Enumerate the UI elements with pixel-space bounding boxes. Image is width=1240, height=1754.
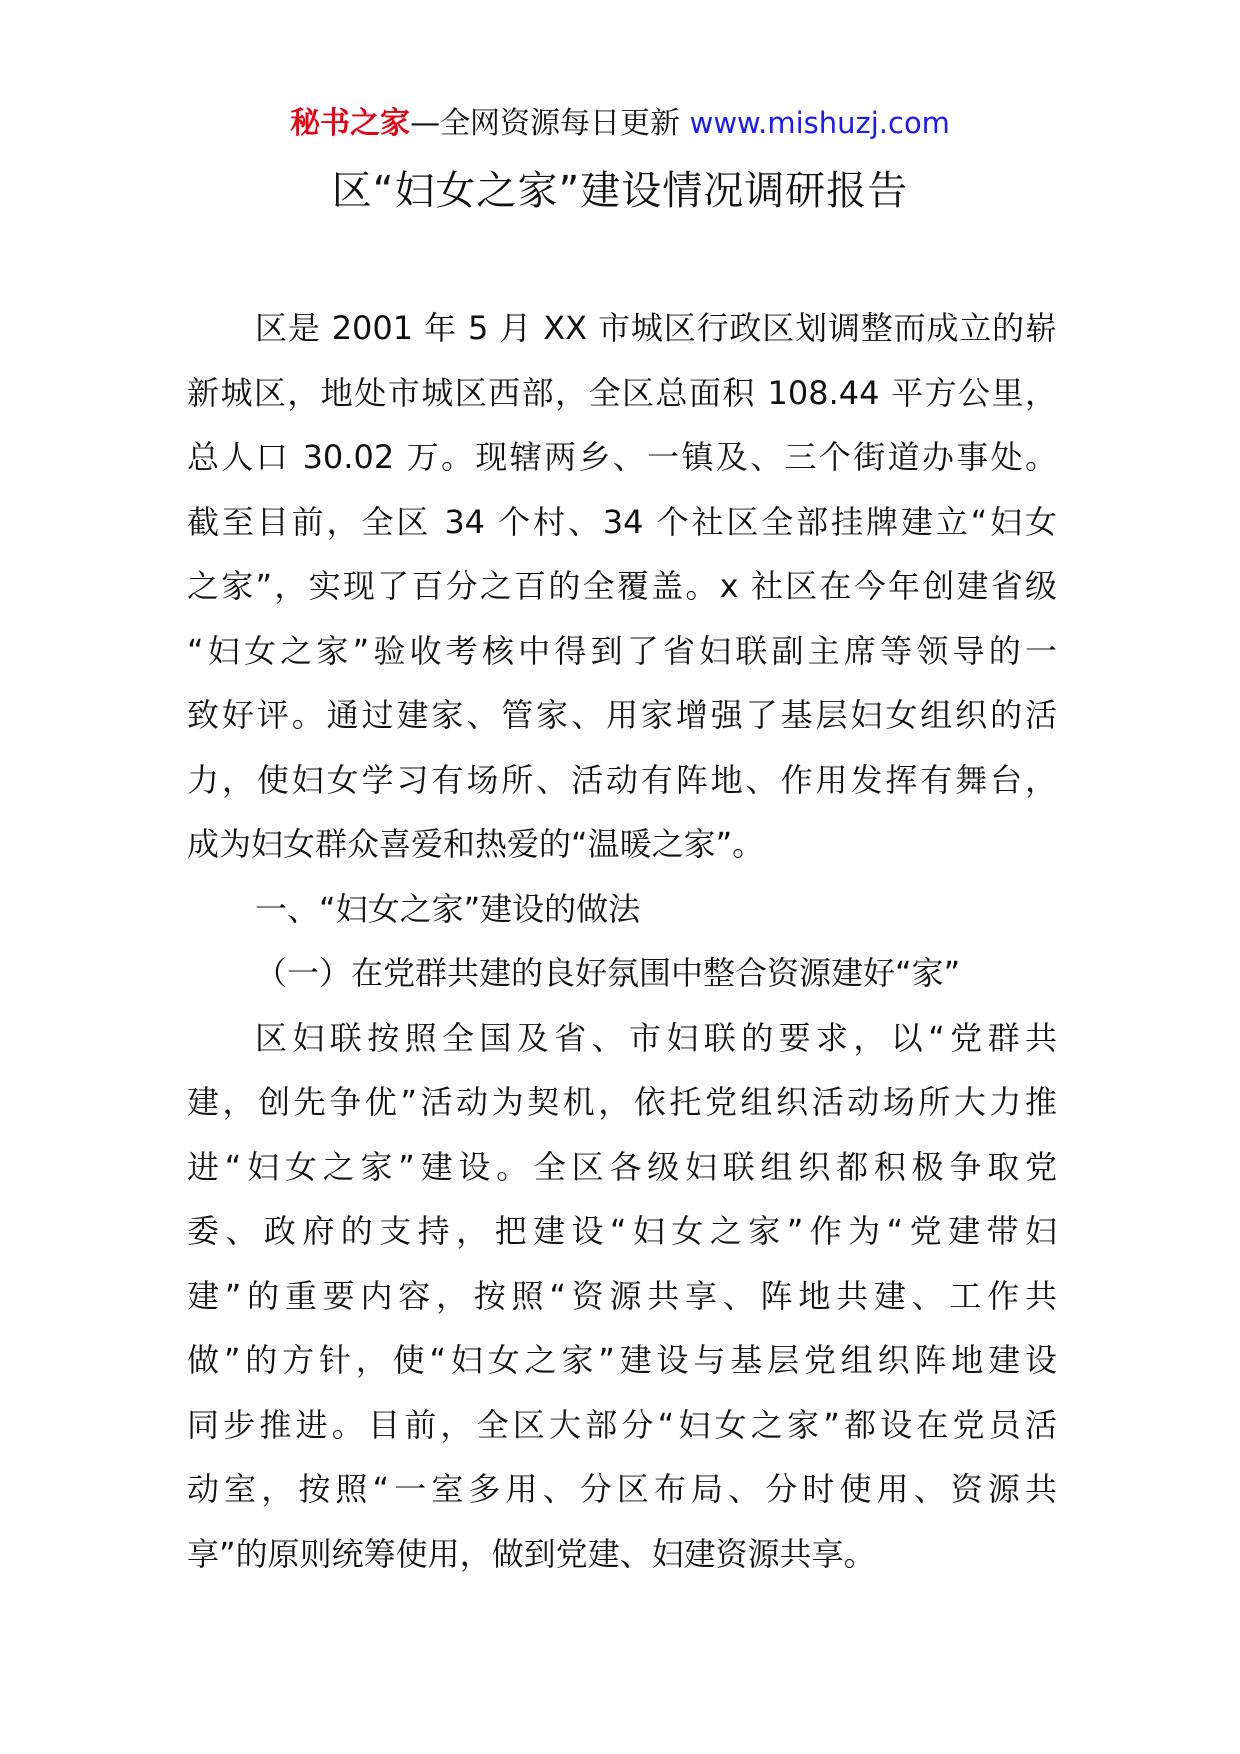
subsection-heading: （一）在党群共建的良好氛围中整合资源建好“家” (255, 954, 961, 992)
site-url: www.mishuzj.com (689, 106, 950, 140)
paragraph-line: 力，使妇女学习有场所、活动有阵地、作用发挥有舞台， (187, 760, 1057, 799)
site-header (0, 103, 1240, 144)
paragraph-line: 动室，按照“一室多用、分区布局、分时使用、资源共 (187, 1470, 1057, 1508)
paragraph-line: 成为妇女群众喜爱和热爱的“温暖之家”。 (187, 825, 765, 863)
paragraph-line: 之家”，实现了百分之百的全覆盖。x 社区在今年创建省级 (187, 567, 1057, 605)
paragraph-line: 区是 2001 年 5 月 XX 市城区行政区划调整而成立的崭 (255, 309, 1057, 347)
paragraph-line: “妇女之家”验收考核中得到了省妇联副主席等领导的一 (187, 631, 1057, 670)
paragraph-line: 总人口 30.02 万。现辖两乡、一镇及、三个街道办事处。 (187, 438, 1057, 476)
paragraph-line: 做”的方针，使“妇女之家”建设与基层党组织阵地建设 (187, 1341, 1057, 1379)
paragraph-line: 截至目前，全区 34 个村、34 个社区全部挂牌建立“妇女 (187, 502, 1057, 541)
document-body (187, 296, 1057, 1586)
document-title: 区“妇女之家”建设情况调研报告 (331, 168, 909, 214)
brand-name: 秘书之家 (290, 106, 411, 141)
paragraph-line: 同步推进。目前，全区大部分“妇女之家”都设在党员活 (187, 1405, 1057, 1444)
paragraph-line: 享”的原则统筹使用，做到党建、妇建资源共享。 (187, 1534, 876, 1573)
header-tagline: —全网资源每日更新 (410, 106, 690, 141)
paragraph-line: 区妇联按照全国及省、市妇联的要求，以“党群共 (255, 1018, 1057, 1057)
paragraph-line: 建”的重要内容，按照“资源共享、阵地共建、工作共 (187, 1276, 1057, 1315)
paragraph-line: 新城区，地处市城区西部，全区总面积 108.44 平方公里， (187, 373, 1057, 412)
paragraph-line: 委、政府的支持，把建设“妇女之家”作为“党建带妇 (187, 1212, 1057, 1250)
paragraph-line: 建，创先争优”活动为契机，依托党组织活动场所大力推 (187, 1083, 1057, 1121)
section-heading: 一、“妇女之家”建设的做法 (255, 889, 641, 928)
paragraph-line: 进“妇女之家”建设。全区各级妇联组织都积极争取党 (187, 1147, 1057, 1186)
paragraph-line: 致好评。通过建家、管家、用家增强了基层妇女组织的活 (187, 696, 1057, 734)
